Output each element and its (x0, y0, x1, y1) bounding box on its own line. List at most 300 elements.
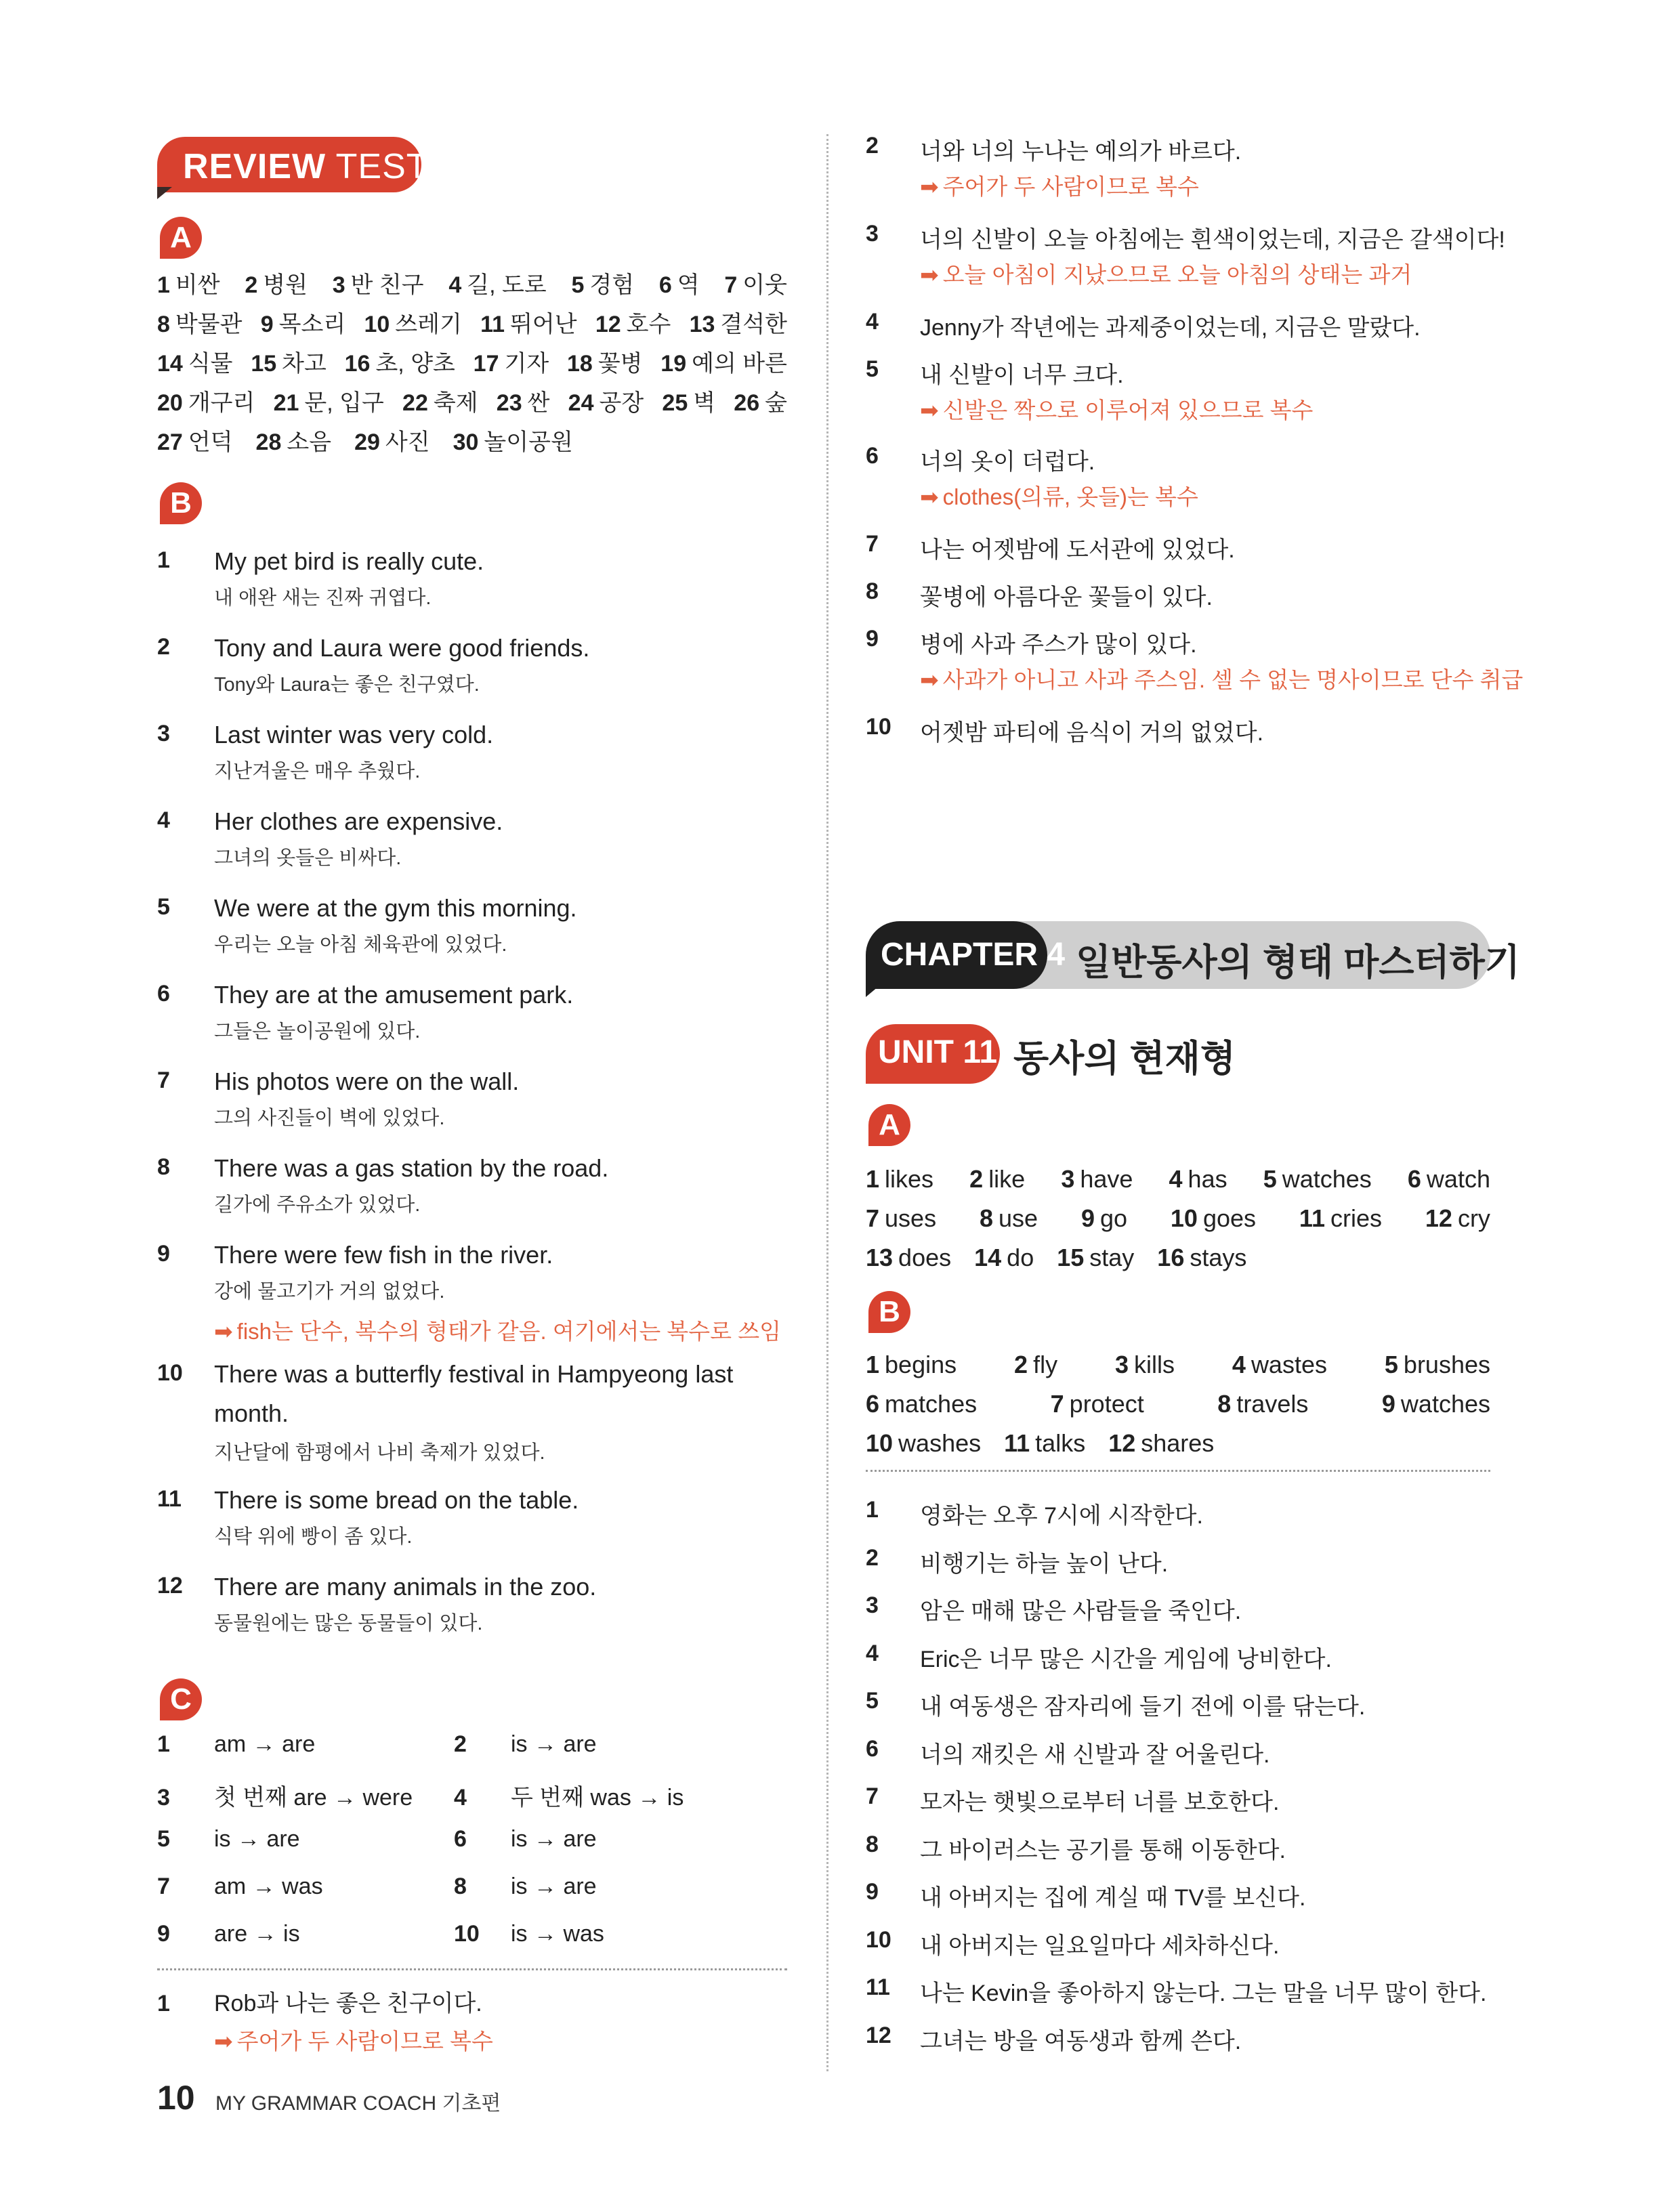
item-text: like (988, 1165, 1026, 1193)
item-text: 벽 (693, 390, 716, 416)
item-number: 5 (571, 272, 585, 298)
item-text: brushes (1403, 1351, 1490, 1378)
item-number: 8 (866, 578, 879, 604)
section-a-cell (497, 383, 550, 423)
section-a-cell (402, 383, 478, 423)
item-number: 6 (866, 443, 879, 469)
explanation-note (920, 662, 1523, 694)
item-number: 9 (866, 1879, 879, 1905)
korean-translation: Tony와 Laura는 좋은 친구였다. (214, 674, 480, 696)
item-number: 22 (402, 390, 428, 416)
item-number: 12 (595, 312, 621, 337)
item-text: washes (898, 1429, 982, 1457)
item-text: is → are (511, 1731, 597, 1757)
unit-a-row (866, 1199, 1490, 1238)
item-number: 6 (866, 1735, 879, 1762)
english-sentence: There is some bread on the table. (214, 1486, 579, 1514)
section-a-cell (474, 344, 549, 383)
section-b-badge: B (160, 482, 202, 524)
korean-sentence: 내 아버지는 집에 계실 때 TV를 보신다. (920, 1885, 1306, 1911)
footer-book-title: MY GRAMMAR COACH 기초편 (215, 2092, 501, 2115)
item-number: 26 (734, 390, 760, 416)
section-a-cell (157, 344, 233, 383)
item-text: fly (1033, 1351, 1058, 1378)
section-a-row (157, 266, 787, 305)
unit-a-cell (866, 1238, 951, 1277)
item-number: 8 (157, 312, 170, 337)
unit-a-cell (1057, 1238, 1134, 1277)
item-number: 27 (157, 429, 183, 455)
item-number: 24 (568, 390, 594, 416)
item-number: 1 (866, 1165, 880, 1193)
item-text: wastes (1251, 1351, 1327, 1378)
item-text: matches (885, 1390, 978, 1418)
unit-a-cell (980, 1199, 1038, 1238)
item-number: 8 (979, 1204, 993, 1232)
english-sentence: There was a butterfly festival in Hampyeong last (214, 1360, 734, 1388)
item-number: 4 (454, 1785, 467, 1811)
english-sentence: There are many animals in the zoo. (214, 1573, 597, 1601)
unit-b-badge: B (868, 1291, 910, 1333)
section-a-badge: A (160, 217, 202, 259)
korean-translation: 내 애완 새는 진짜 귀엽다. (214, 587, 432, 609)
item-number: 3 (332, 272, 345, 298)
korean-sentence: 너의 신발이 오늘 아침에는 흰색이었는데, 지금은 갈색이다! (920, 227, 1505, 253)
item-text: am → was (214, 1874, 323, 1899)
korean-sentence: 꽃병에 아름다운 꽃들이 있다. (920, 585, 1213, 610)
item-text: has (1188, 1165, 1227, 1193)
item-number: 7 (866, 531, 879, 557)
korean-sentence: 너의 옷이 더럽다. (920, 449, 1095, 475)
section-c-item (454, 1874, 597, 1900)
korean-translation: 지난달에 함평에서 나비 축제가 있었다. (214, 1442, 545, 1464)
korean-translation: 강에 물고기가 거의 없었다. (214, 1281, 445, 1303)
section-c-item (157, 1779, 413, 1812)
item-text: does (898, 1244, 952, 1271)
item-text: do (1007, 1244, 1034, 1271)
unit-b-cell (1382, 1384, 1490, 1424)
item-number: 18 (566, 351, 593, 377)
section-c-item (157, 1921, 300, 1947)
item-text: 역 (677, 272, 700, 298)
korean-sentence: 내 아버지는 일요일마다 세차하신다. (920, 1932, 1280, 1959)
item-number: 21 (273, 390, 299, 416)
item-number: 9 (1080, 1204, 1095, 1232)
item-text: have (1080, 1165, 1133, 1193)
english-sentence: Tony and Laura were good friends. (214, 634, 590, 662)
item-number: 10 (364, 312, 390, 337)
item-number: 4 (866, 1640, 879, 1666)
unit-a-cell (866, 1199, 936, 1238)
item-number: 8 (866, 1831, 879, 1857)
item-number: 14 (157, 351, 183, 377)
korean-translation: 그들은 놀이공원에 있다. (214, 1021, 421, 1042)
section-c-item (454, 1779, 684, 1812)
section-a-cell (333, 266, 424, 305)
section-c-d1: 1 Rob과 나는 좋은 친구이다. (157, 1991, 482, 2016)
item-text: 기자 (504, 351, 549, 377)
item-number: 1 (866, 1351, 880, 1378)
section-b-note-9 (214, 1314, 781, 1346)
section-a-cell (660, 344, 787, 383)
item-number: 5 (157, 894, 170, 920)
item-number: 9 (866, 626, 879, 652)
item-number: 9 (157, 1921, 170, 1947)
item-text: 공장 (599, 390, 644, 416)
section-a-cell (568, 383, 644, 423)
section-a-word-list (157, 266, 787, 462)
item-text: 식물 (188, 351, 233, 377)
item-text: talks (1035, 1429, 1086, 1457)
korean-sentence: 내 신발이 너무 크다. (920, 362, 1124, 388)
item-number: 3 (866, 1592, 879, 1618)
korean-translation: 우리는 오늘 아침 체육관에 있었다. (214, 934, 507, 956)
item-number: 7 (866, 1783, 879, 1809)
unit-a-cell (866, 1160, 933, 1199)
section-c-divider (157, 1968, 787, 1970)
english-sentence-cont: month. (214, 1399, 289, 1427)
korean-sentence: 너의 재킷은 새 신발과 잘 어울린다. (920, 1741, 1270, 1768)
section-c-badge: C (160, 1678, 202, 1720)
item-text: 쓰레기 (395, 312, 462, 337)
item-number: 4 (1169, 1165, 1183, 1193)
unit-a-cell (969, 1160, 1025, 1199)
english-sentence: They are at the amusement park. (214, 981, 574, 1009)
unit-b-cell (1385, 1345, 1490, 1384)
item-text: 길, 도로 (467, 272, 547, 298)
unit-b-row (866, 1424, 1490, 1463)
unit-a-cell (1425, 1199, 1490, 1238)
note-text: 신발은 짝으로 이루어져 있으므로 복수 (942, 398, 1314, 423)
korean-translation: 지난겨울은 매우 추웠다. (214, 761, 421, 782)
item-text: cry (1457, 1204, 1490, 1232)
unit-b-cell (866, 1424, 981, 1463)
item-text: 첫 번째 are → were (214, 1785, 413, 1811)
item-text: 숲 (765, 390, 787, 416)
item-text: goes (1202, 1204, 1257, 1232)
item-text: shares (1141, 1429, 1215, 1457)
unit-a-cell (1171, 1199, 1256, 1238)
item-number: 7 (1050, 1390, 1064, 1418)
section-a-cell (274, 383, 384, 423)
item-text: use (999, 1204, 1038, 1232)
korean-sentence: Eric은 너무 많은 시간을 게임에 낭비한다. (920, 1646, 1332, 1672)
section-a-cell (245, 266, 308, 305)
chapter-label: CHAPTER 4 (881, 937, 1066, 973)
item-number: 3 (1061, 1165, 1075, 1193)
unit-a-badge: A (868, 1104, 910, 1146)
unit-b-row (866, 1384, 1490, 1424)
section-a-cell (364, 305, 461, 344)
item-text: uses (885, 1204, 937, 1232)
explanation-note (920, 393, 1313, 425)
section-a-cell (256, 423, 332, 462)
item-number: 2 (245, 272, 258, 298)
item-text: 꽃병 (597, 351, 643, 377)
item-text: 언덕 (188, 429, 233, 455)
unit-b-cell (1051, 1384, 1144, 1424)
item-number: 1 (157, 272, 170, 298)
section-c-item (157, 1826, 300, 1853)
item-number: 10 (157, 1360, 183, 1386)
korean-sentence: 내 여동생은 잠자리에 들기 전에 이를 닦는다. (920, 1694, 1366, 1720)
item-number: 4 (157, 807, 170, 833)
item-text: is → are (511, 1874, 597, 1899)
item-text: 이웃 (742, 272, 787, 298)
item-number: 6 (157, 981, 170, 1007)
section-c-item (157, 1874, 323, 1900)
item-number: 13 (689, 312, 715, 337)
item-number: 3 (157, 1785, 170, 1811)
unit-a-cell (1169, 1160, 1227, 1199)
explanation-note (920, 169, 1199, 201)
item-text: 박물관 (175, 312, 243, 337)
unit-a-word-list (866, 1160, 1490, 1277)
item-number: 3 (1114, 1351, 1129, 1378)
unit-a-cell (1299, 1199, 1382, 1238)
arrow-right-icon: ➡ (214, 2029, 233, 2054)
item-text: 차고 (282, 351, 327, 377)
item-text: 예의 바른 (692, 351, 787, 377)
english-sentence: His photos were on the wall. (214, 1067, 520, 1095)
item-number: 7 (157, 1067, 170, 1093)
item-number: 9 (1381, 1390, 1395, 1418)
item-number: 6 (454, 1826, 467, 1852)
item-text: 소음 (287, 429, 332, 455)
item-number: 4 (1232, 1351, 1246, 1378)
item-number: 15 (1057, 1244, 1085, 1271)
item-text: is → are (511, 1826, 597, 1852)
arrow-right-icon: ➡ (920, 398, 939, 423)
english-sentence: Last winter was very cold. (214, 721, 494, 748)
section-a-cell (354, 423, 430, 462)
section-a-row (157, 383, 787, 423)
item-text: 축제 (433, 390, 478, 416)
unit-a-row (866, 1238, 1490, 1277)
section-a-row (157, 344, 787, 383)
item-number: 17 (473, 351, 499, 377)
section-c-item (454, 1731, 597, 1758)
item-text: go (1099, 1204, 1128, 1232)
unit-b-cell (1217, 1384, 1308, 1424)
section-c-d1-note: ➡ 주어가 두 사람이므로 복수 (214, 2029, 493, 2054)
item-number: 20 (157, 390, 183, 416)
korean-translation: 그의 사진들이 벽에 있었다. (214, 1107, 445, 1129)
unit-a-cell (1408, 1160, 1490, 1199)
arrow-right-icon: ➡ (920, 174, 939, 199)
item-number: 13 (866, 1244, 894, 1271)
section-a-cell (261, 305, 345, 344)
unit-b-cell (1004, 1424, 1085, 1463)
item-text: 호수 (626, 312, 671, 337)
item-number: 2 (866, 133, 879, 158)
english-sentence: Her clothes are expensive. (214, 807, 503, 835)
explanation-note (920, 480, 1198, 511)
item-text: stays (1190, 1244, 1247, 1271)
review-label-bold: REVIEW (183, 147, 327, 186)
unit-a-cell (1061, 1160, 1133, 1199)
korean-sentence: 나는 Kevin을 좋아하지 않는다. 그는 말을 너무 많이 한다. (920, 1981, 1487, 2006)
chapter-title: 일반동사의 형태 마스터하기 (1076, 942, 1520, 983)
item-number: 3 (157, 721, 170, 746)
item-number: 11 (866, 1974, 890, 2000)
unit-b-cell (1232, 1345, 1327, 1384)
english-sentence: There was a gas station by the road. (214, 1154, 609, 1182)
item-number: 8 (1217, 1390, 1232, 1418)
section-a-cell (724, 266, 787, 305)
section-c-item (157, 1731, 315, 1758)
item-text: 문, 입구 (304, 390, 384, 416)
page-number: 10 (157, 2079, 195, 2117)
note-text: clothes(의류, 옷들)는 복수 (942, 484, 1198, 509)
item-number: 23 (496, 390, 522, 416)
item-number: 1 (866, 1497, 879, 1523)
item-number: 6 (866, 1390, 880, 1418)
item-number: 10 (454, 1921, 480, 1947)
item-number: 7 (157, 1874, 170, 1899)
item-text: likes (885, 1165, 934, 1193)
item-text: stay (1089, 1244, 1135, 1271)
arrow-right-icon: ➡ (920, 667, 939, 692)
korean-sentence: 나는 어젯밤에 도서관에 있었다. (920, 537, 1235, 563)
section-a-cell (571, 266, 634, 305)
unit-b-cell (1108, 1424, 1214, 1463)
banner-tail (157, 187, 172, 199)
explanation-note (920, 257, 1412, 289)
item-number: 12 (1425, 1204, 1452, 1232)
section-a-row (157, 305, 787, 344)
unit-a-cell (974, 1238, 1034, 1277)
item-number: 6 (1407, 1165, 1421, 1193)
item-number: 15 (251, 351, 277, 377)
section-a-cell (567, 344, 643, 383)
item-text: 경험 (589, 272, 635, 298)
item-number: 28 (255, 429, 282, 455)
item-number: 2 (1014, 1351, 1028, 1378)
item-number: 5 (866, 1688, 879, 1714)
item-number: 7 (866, 1204, 880, 1232)
item-text: 반 친구 (350, 272, 424, 298)
note-text: 주어가 두 사람이므로 복수 (942, 174, 1199, 199)
item-text: 사진 (385, 429, 430, 455)
section-c-item (454, 1921, 604, 1947)
review-test-banner (157, 137, 429, 192)
unit-b-divider (866, 1470, 1490, 1472)
korean-sentence: 그녀는 방을 여동생과 함께 쓴다. (920, 2028, 1242, 2054)
unit-a-cell (1263, 1160, 1372, 1199)
item-text: 비싼 (175, 272, 220, 298)
unit-b-cell (866, 1384, 977, 1424)
item-number: 6 (658, 272, 672, 298)
item-number: 1 (157, 547, 170, 573)
note-text: 사과가 아니고 사과 주스임. 셀 수 없는 명사이므로 단수 취급 (942, 667, 1524, 692)
korean-sentence: 병에 사과 주스가 많이 있다. (920, 632, 1197, 658)
item-number: 5 (866, 356, 879, 382)
korean-translation: 길가에 주유소가 있었다. (214, 1194, 421, 1216)
unit-b-row (866, 1345, 1490, 1384)
item-text: 초, 양초 (375, 351, 455, 377)
section-a-cell (595, 305, 671, 344)
item-number: 14 (974, 1244, 1002, 1271)
korean-sentence: Jenny가 작년에는 과제중이었는데, 지금은 말랐다. (920, 315, 1421, 341)
item-text: are → is (214, 1921, 300, 1947)
item-text: 개구리 (188, 390, 255, 416)
item-number: 2 (969, 1165, 984, 1193)
item-number: 29 (354, 429, 380, 455)
section-a-cell (448, 266, 546, 305)
section-a-row (157, 423, 787, 462)
section-a-cell (345, 344, 455, 383)
item-number: 5 (1384, 1351, 1398, 1378)
section-a-cell (453, 423, 573, 462)
korean-sentence: 모자는 햇빛으로부터 너를 보호한다. (920, 1790, 1280, 1815)
item-number: 12 (866, 2022, 891, 2048)
item-text: 두 번째 was → is (511, 1785, 684, 1811)
item-number: 10 (866, 714, 891, 740)
unit-a-cell (1157, 1238, 1246, 1277)
column-divider (826, 134, 828, 2071)
item-number: 10 (866, 1926, 891, 1953)
unit-a-cell (1081, 1199, 1127, 1238)
english-sentence: My pet bird is really cute. (214, 547, 484, 575)
item-number: 5 (157, 1826, 170, 1852)
section-a-cell (659, 266, 700, 305)
item-text: watches (1400, 1390, 1490, 1418)
item-number: 16 (1157, 1244, 1185, 1271)
item-number: 10 (866, 1429, 894, 1457)
item-text: cries (1330, 1204, 1382, 1232)
item-text: 뛰어난 (510, 312, 577, 337)
korean-sentence: 비행기는 하늘 높이 난다. (920, 1550, 1169, 1577)
note-text: 오늘 아침이 지났으므로 오늘 아침의 상태는 과거 (942, 262, 1412, 287)
section-a-cell (734, 383, 787, 423)
unit-a-row (866, 1160, 1490, 1199)
arrow-right-icon: ➡ (920, 262, 939, 287)
korean-sentence: 암은 매해 많은 사람들을 죽인다. (920, 1599, 1242, 1624)
section-a-cell (157, 423, 233, 462)
item-number: 1 (157, 1731, 170, 1757)
item-text: 놀이공원 (484, 429, 573, 455)
unit-b-cell (866, 1345, 957, 1384)
english-sentence: We were at the gym this morning. (214, 894, 577, 922)
item-number: 12 (157, 1573, 183, 1599)
section-a-cell (480, 305, 577, 344)
item-text: am → are (214, 1731, 316, 1757)
item-text: begins (885, 1351, 957, 1378)
korean-translation: 동물원에는 많은 동물들이 있다. (214, 1613, 483, 1634)
unit-b-word-list (866, 1345, 1490, 1463)
item-text: 병원 (263, 272, 308, 298)
item-text: is → are (214, 1826, 300, 1852)
korean-sentence: 영화는 오후 7시에 시작한다. (920, 1503, 1203, 1529)
item-number: 4 (448, 272, 462, 298)
unit-label: UNIT 11 (878, 1034, 998, 1070)
item-number: 9 (260, 312, 274, 337)
item-number: 19 (660, 351, 687, 377)
item-text: 싼 (527, 390, 550, 416)
item-number: 11 (157, 1486, 182, 1512)
item-text: is → was (511, 1921, 604, 1947)
section-a-cell (157, 383, 255, 423)
note-text: fish는 단수, 복수의 형태가 같음. 여기에서는 복수로 쓰임 (236, 1319, 781, 1344)
item-text: kills (1134, 1351, 1175, 1378)
item-number: 30 (453, 429, 479, 455)
item-number: 2 (157, 634, 170, 660)
section-a-cell (251, 344, 327, 383)
item-number: 5 (1263, 1165, 1277, 1193)
korean-translation: 식탁 위에 빵이 좀 있다. (214, 1526, 413, 1548)
item-text: watch (1426, 1165, 1490, 1193)
